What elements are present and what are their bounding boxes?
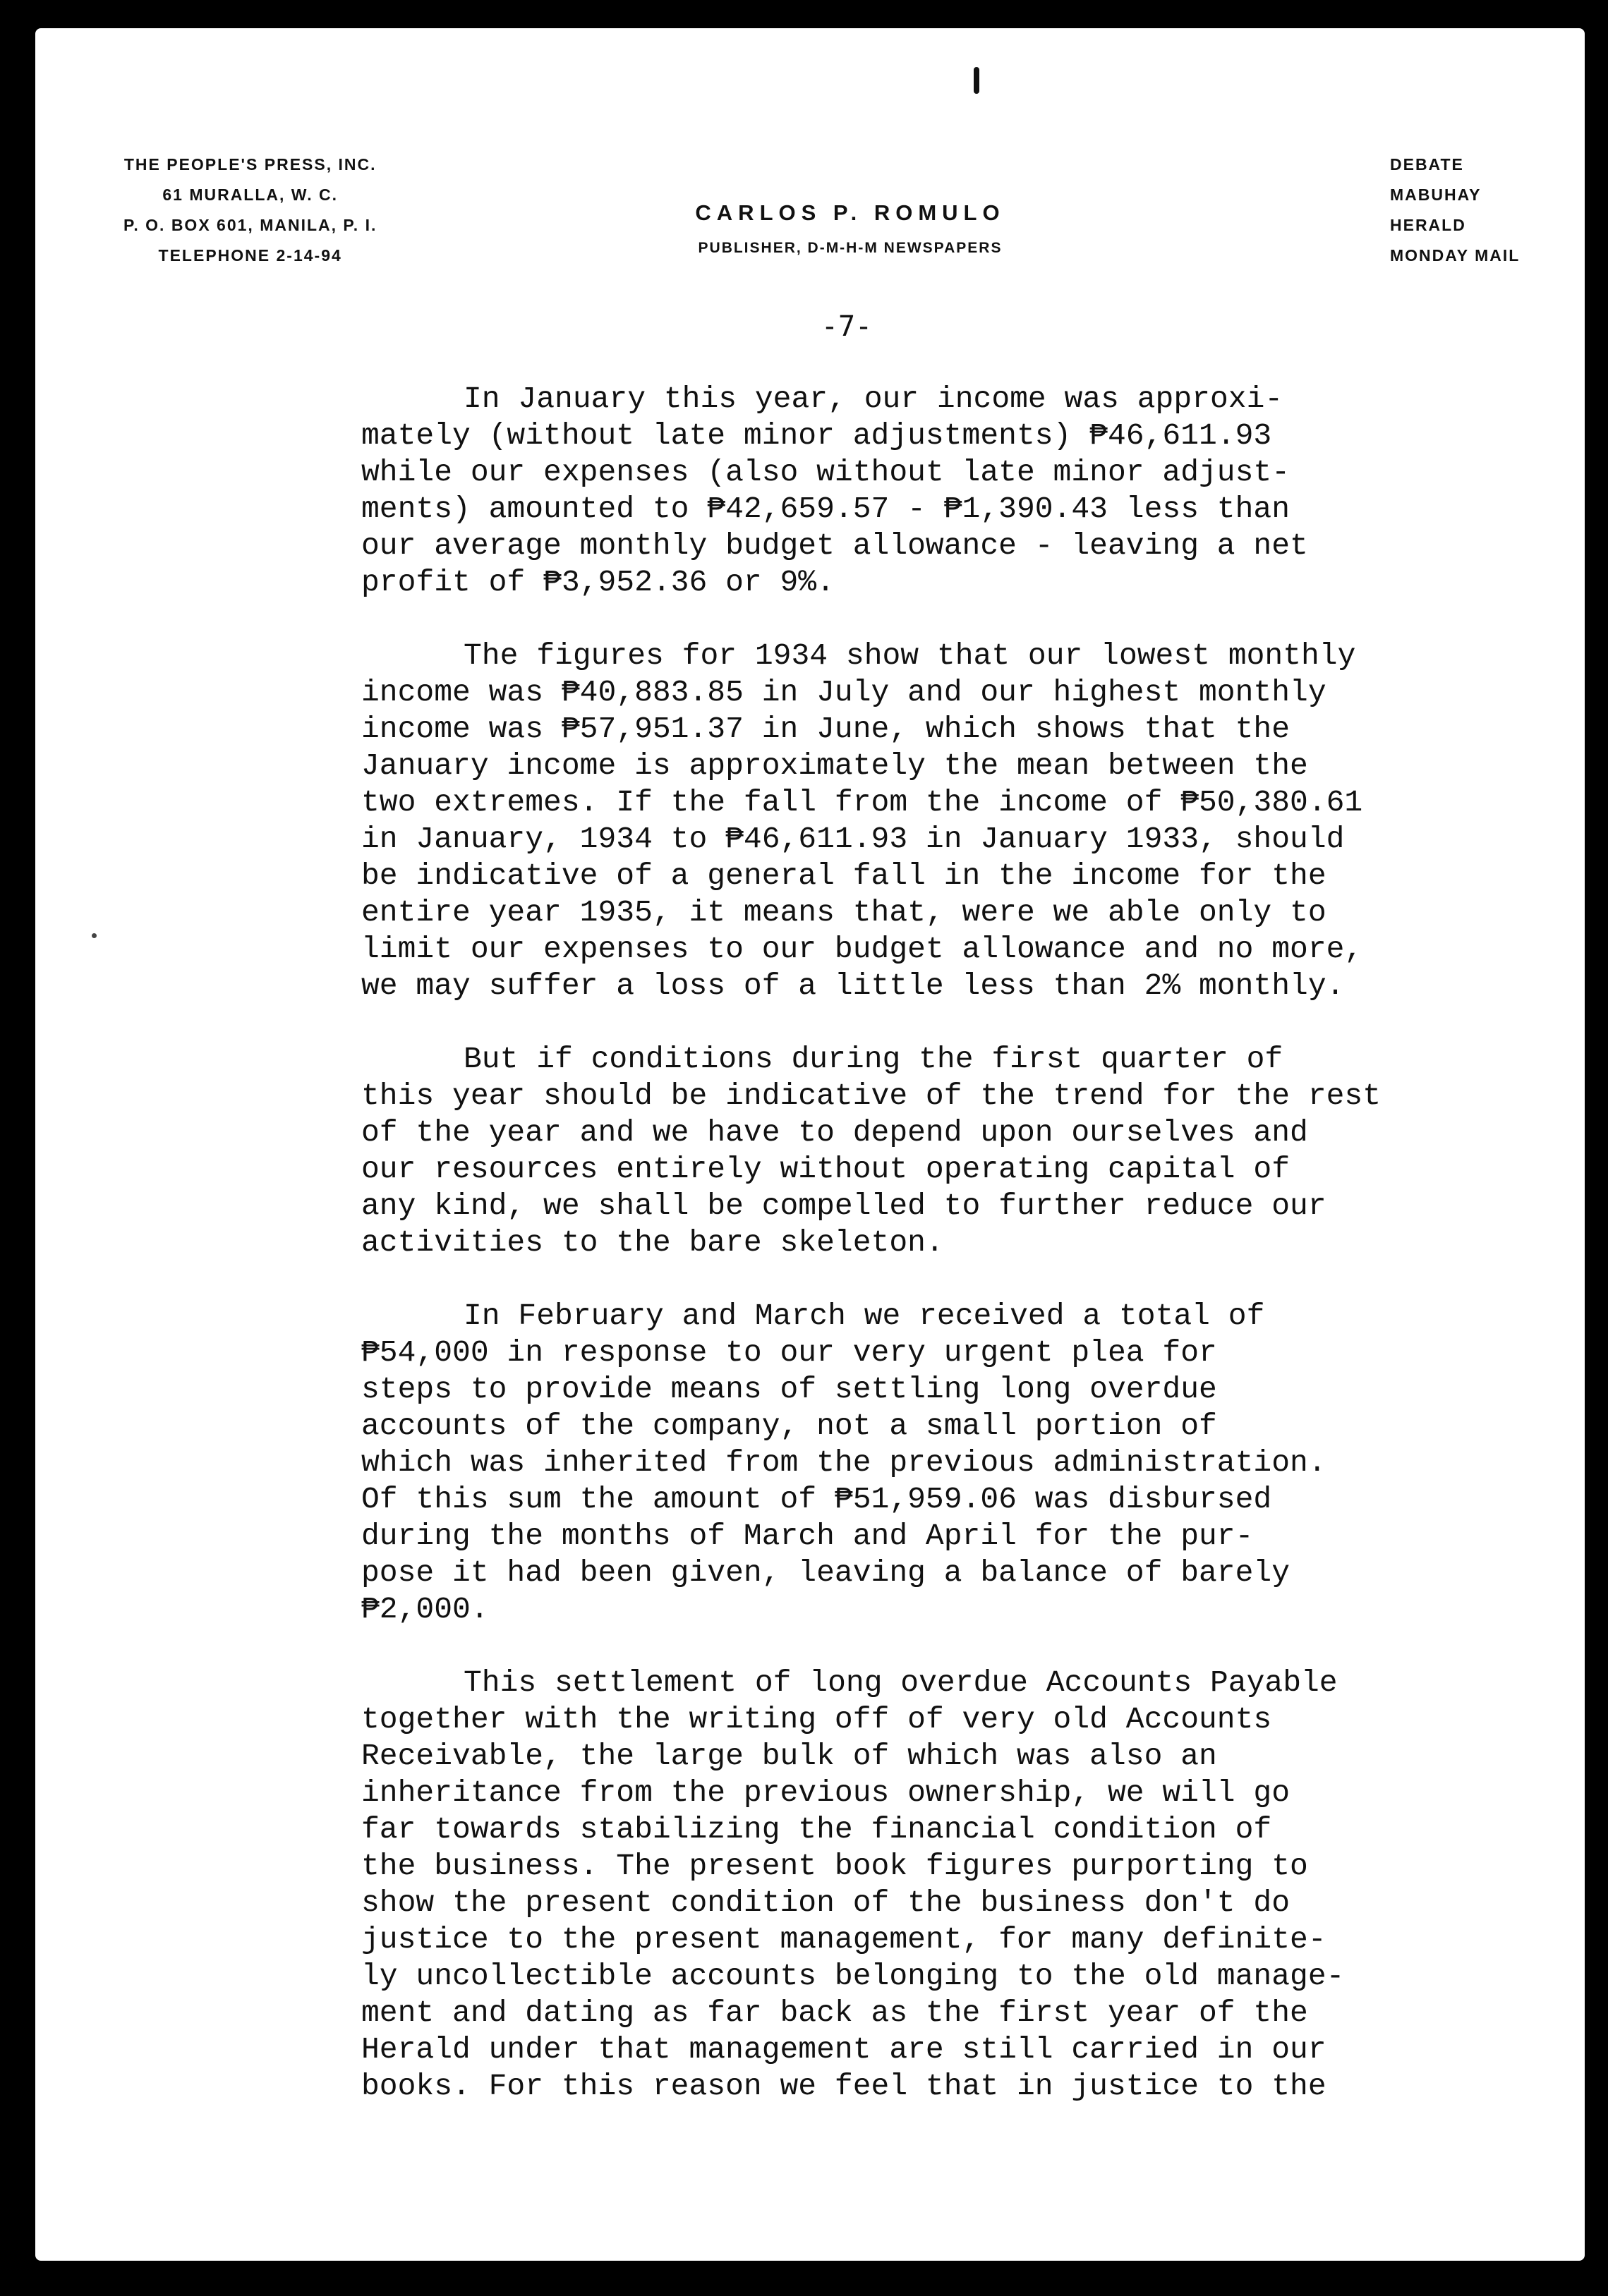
text-line: January income is approximately the mean between the xyxy=(361,748,1308,783)
text-line: in January, 1934 to ₱46,611.93 in January 1933, should xyxy=(361,822,1345,856)
text-line: our average monthly budget allowance - leaving a net xyxy=(361,528,1308,563)
text-line: The figures for 1934 show that our lowest monthly xyxy=(464,638,1356,673)
text-line: limit our expenses to our budget allowance and no more, xyxy=(361,932,1363,966)
text-line: books. For this reason we feel that in justice to the xyxy=(361,2069,1326,2103)
publisher-name: CARLOS P. ROMULO xyxy=(695,200,1005,225)
newspaper-monday-mail: MONDAY MAIL xyxy=(1390,246,1521,265)
text-line: inheritance from the previous ownership, we will go xyxy=(361,1775,1290,1810)
text-line: we may suffer a loss of a little less than 2% monthly. xyxy=(361,968,1345,1003)
newspaper-debate: DEBATE xyxy=(1390,155,1464,174)
text-line: together with the writing off of very old Accounts xyxy=(361,1702,1272,1737)
text-line: justice to the present management, for many definite- xyxy=(361,1922,1326,1957)
text-line: while our expenses (also without late minor adjust- xyxy=(361,455,1290,490)
paragraph-5 xyxy=(361,1665,1575,2105)
text-line: of the year and we have to depend upon ourselves and xyxy=(361,1115,1308,1150)
text-line: ments) amounted to ₱42,659.57 - ₱1,390.43 less than xyxy=(361,492,1290,526)
text-line: which was inherited from the previous administration. xyxy=(361,1445,1326,1480)
paragraph-4 xyxy=(361,1298,1575,1628)
text-line: ₱2,000. xyxy=(361,1592,489,1627)
text-line: steps to provide means of settling long overdue xyxy=(361,1372,1217,1407)
paragraph-2 xyxy=(361,638,1575,1004)
paragraph-3 xyxy=(361,1041,1575,1261)
text-line: during the months of March and April for the pur- xyxy=(361,1519,1254,1553)
ink-speck xyxy=(92,933,97,938)
text-line: far towards stabilizing the financial condition of xyxy=(361,1812,1272,1847)
text-line: this year should be indicative of the trend for the rest xyxy=(361,1079,1382,1113)
newspaper-herald: HERALD xyxy=(1390,216,1466,234)
newspaper-mabuhay: MABUHAY xyxy=(1390,186,1482,204)
letterhead-company-name: THE PEOPLE'S PRESS, INC. xyxy=(123,155,377,174)
text-line: ment and dating as far back as the first year of the xyxy=(361,1996,1308,2030)
text-line: two extremes. If the fall from the income of ₱50,380.61 xyxy=(361,785,1363,820)
text-line: income was ₱40,883.85 in July and our highest monthly xyxy=(361,675,1326,710)
letterhead-publisher-block xyxy=(621,198,1080,264)
text-line: In February and March we received a total of xyxy=(464,1299,1265,1333)
paragraph-1 xyxy=(361,381,1575,601)
text-line: any kind, we shall be compelled to further reduce our xyxy=(361,1189,1326,1223)
text-line: the business. The present book figures purporting to xyxy=(361,1849,1308,1883)
text-line: income was ₱57,951.37 in June, which shows that the xyxy=(361,712,1290,746)
text-line: This settlement of long overdue Accounts Payable xyxy=(464,1665,1338,1700)
page-number: -7- xyxy=(821,310,873,343)
letter-body xyxy=(361,381,1575,2142)
text-line: In January this year, our income was approxi- xyxy=(464,382,1283,416)
text-line: mately (without late minor adjustments) ₱46,611.93 xyxy=(361,418,1272,453)
text-line: Receivable, the large bulk of which was also an xyxy=(361,1739,1217,1773)
letterhead-address-block xyxy=(123,150,377,271)
text-line: be indicative of a general fall in the income for the xyxy=(361,858,1326,893)
text-line: entire year 1935, it means that, were we able only to xyxy=(361,895,1326,930)
letter-page xyxy=(35,28,1585,2261)
text-line: ₱54,000 in response to our very urgent plea for xyxy=(361,1335,1217,1370)
text-line: accounts of the company, not a small portion of xyxy=(361,1409,1217,1443)
text-line: profit of ₱3,952.36 or 9%. xyxy=(361,565,835,600)
letterhead-newspapers-block xyxy=(1390,150,1520,271)
publisher-title: PUBLISHER, D-M-H-M NEWSPAPERS xyxy=(698,240,1003,256)
letterhead-po-box: P. O. BOX 601, MANILA, P. I. xyxy=(123,216,377,234)
text-line: But if conditions during the first quarter of xyxy=(464,1042,1283,1076)
ink-mark xyxy=(974,67,979,94)
text-line: ly uncollectible accounts belonging to the old manage- xyxy=(361,1959,1345,1993)
text-line: pose it had been given, leaving a balance of barely xyxy=(361,1555,1290,1590)
letterhead-street: 61 MURALLA, W. C. xyxy=(162,186,339,204)
text-line: Herald under that management are still carried in our xyxy=(361,2032,1326,2067)
text-line: Of this sum the amount of ₱51,959.06 was disbursed xyxy=(361,1482,1272,1517)
letterhead-telephone: TELEPHONE 2-14-94 xyxy=(158,246,342,265)
text-line: our resources entirely without operating capital of xyxy=(361,1152,1290,1186)
text-line: activities to the bare skeleton. xyxy=(361,1225,944,1260)
text-line: show the present condition of the business don't do xyxy=(361,1885,1290,1920)
